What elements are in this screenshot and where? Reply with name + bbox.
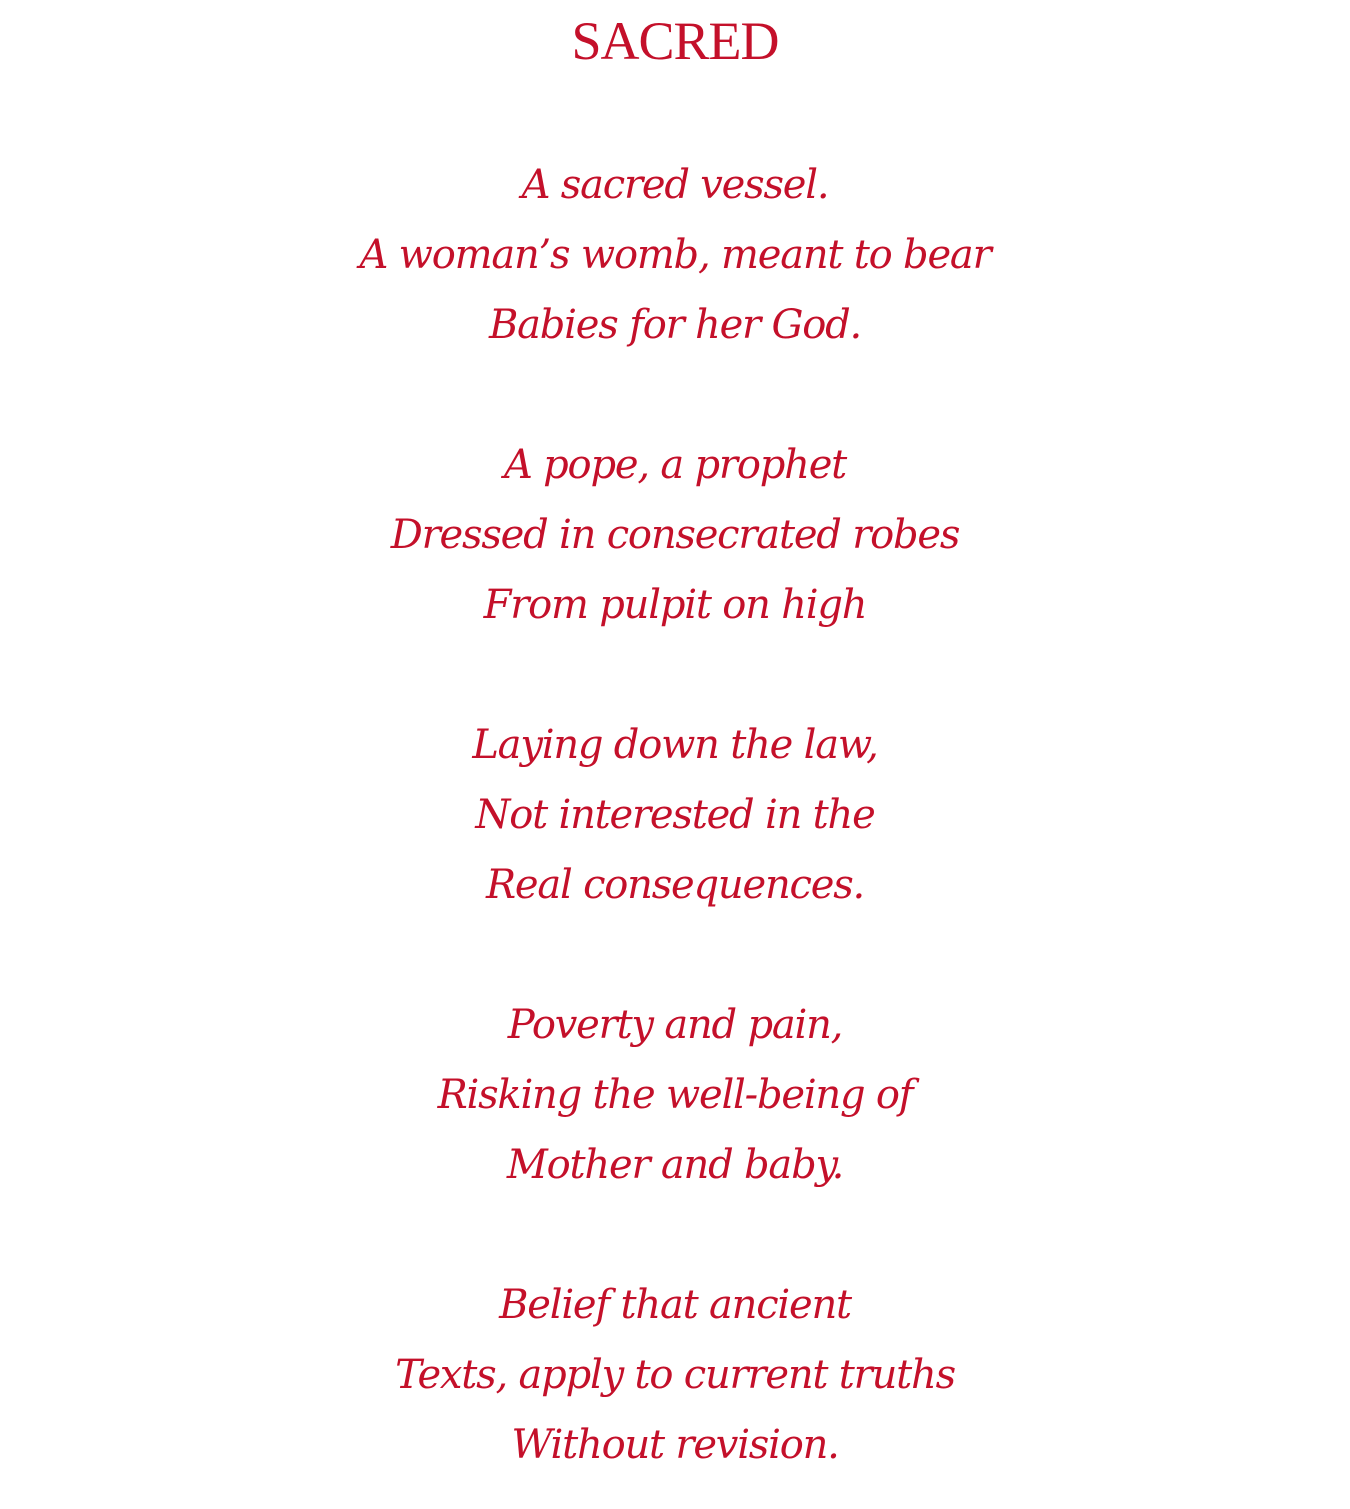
- poem-line: Poverty and pain,: [507, 1002, 843, 1048]
- poem-line: From pulpit on high: [483, 582, 867, 628]
- stanza-5: [0, 1270, 1350, 1480]
- poem-line: Mother and baby.: [506, 1142, 844, 1188]
- poem-line: Not interested in the: [475, 792, 875, 838]
- poem-line: A pope, a prophet: [503, 442, 847, 488]
- poem-line: A woman’s womb, meant to bear: [359, 232, 991, 278]
- poem-line: Risking the well-being of: [437, 1072, 913, 1118]
- poem-line: Real consequences.: [485, 862, 865, 908]
- poem-line: Belief that ancient: [499, 1282, 851, 1328]
- poem-line: Texts, apply to current truths: [395, 1352, 955, 1398]
- poem-line: Without revision.: [511, 1422, 839, 1468]
- poem-line: Laying down the law,: [472, 722, 878, 768]
- poem-line: A sacred vessel.: [521, 162, 829, 208]
- stanza-1: [0, 150, 1350, 360]
- poem-title: SACRED: [571, 11, 779, 71]
- stanza-4: [0, 990, 1350, 1200]
- stanza-2: [0, 430, 1350, 640]
- poem-line: Dressed in consecrated robes: [390, 512, 960, 558]
- stanza-3: [0, 710, 1350, 920]
- poem-line: Babies for her God.: [488, 302, 862, 348]
